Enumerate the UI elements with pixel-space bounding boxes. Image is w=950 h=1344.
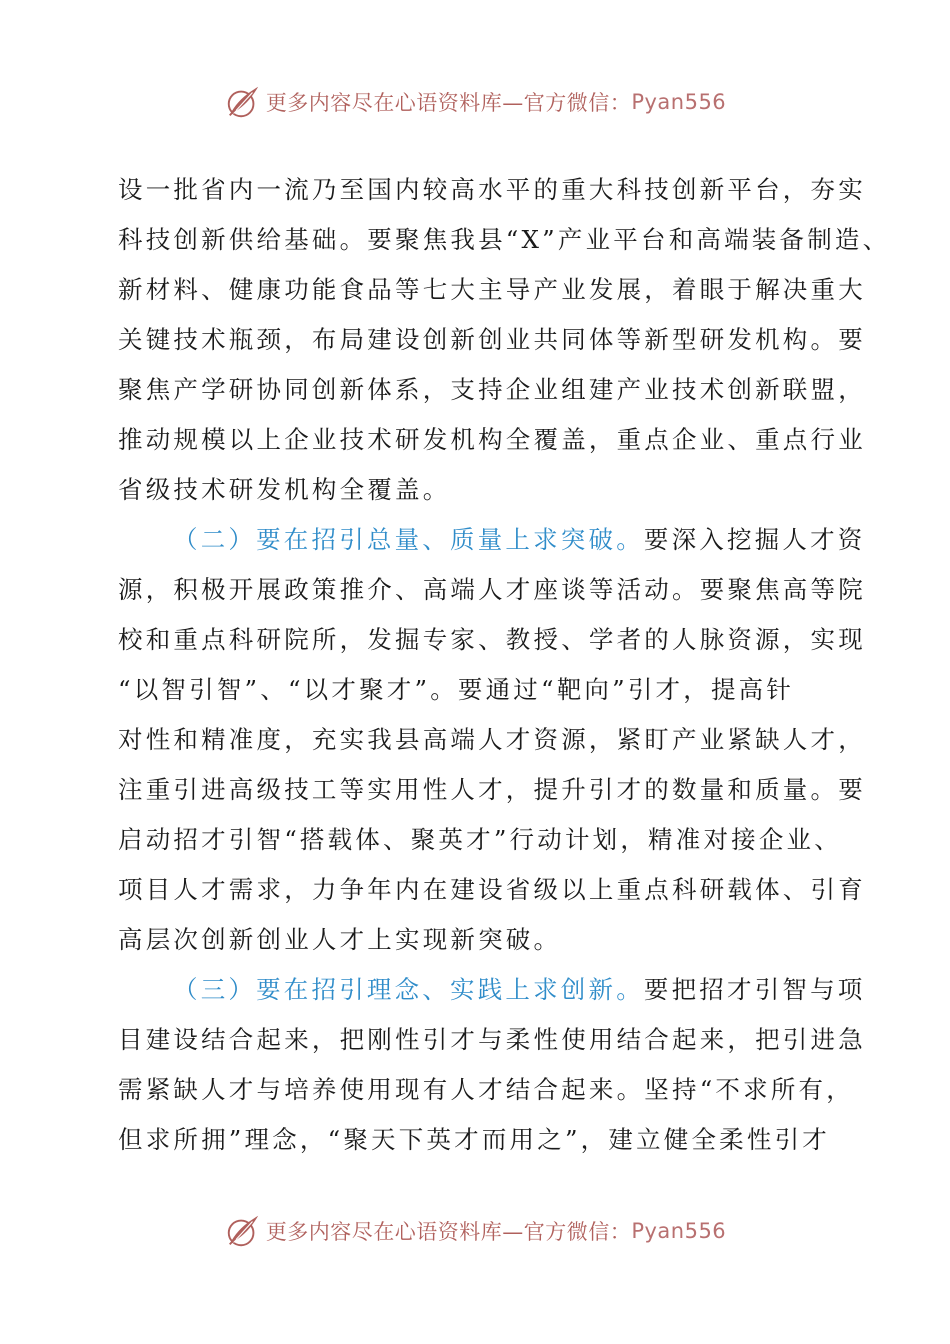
document-body — [118, 165, 891, 1165]
paragraph-line: 启动招才引智“搭载体、聚英才”行动计划，精准对接企业、 — [118, 825, 842, 854]
paragraph-line: 校和重点科研院所，发掘专家、教授、学者的人脉资源，实现 — [118, 625, 866, 654]
paragraph-line: 目建设结合起来，把刚性引才与柔性使用结合起来，把引进急 — [118, 1025, 866, 1054]
paragraph-line: 项目人才需求，力争年内在建设省级以上重点科研载体、引育 — [118, 875, 866, 904]
paragraph-line: 需紧缺人才与培养使用现有人才结合起来。坚持“不求所有， — [118, 1075, 854, 1104]
section-three-heading: （三）要在招引理念、实践上求创新。 — [173, 975, 644, 1004]
paragraph-line: 高层次创新创业人才上实现新突破。 — [118, 925, 562, 954]
paragraph-line: 对性和精准度，充实我县高端人才资源，紧盯产业紧缺人才， — [118, 725, 866, 754]
section-two-first-line — [118, 515, 866, 565]
section-two-lead-text: 要深入挖掘人才资 — [643, 525, 866, 554]
paragraph-line: 新材料、健康功能食品等七大主导产业发展，着眼于解决重大 — [118, 275, 866, 304]
section-three-lead-text: 要把招才引智与项 — [643, 975, 866, 1004]
paragraph-line: 关键技术瓶颈，布局建设创新创业共同体等新型研发机构。要 — [118, 325, 866, 354]
paragraph-line: 源，积极开展政策推介、高端人才座谈等活动。要聚焦高等院 — [118, 575, 866, 604]
paragraph-line: 科技创新供给基础。要聚焦我县“X”产业平台和高端装备制造、 — [118, 225, 891, 254]
paragraph-line: 但求所拥”理念，“聚天下英才而用之”，建立健全柔性引才 — [118, 1125, 830, 1154]
paragraph-line: “以智引智”、“以才聚才”。要通过“靶向”引才，提高针 — [118, 675, 795, 704]
section-two-heading: （二）要在招引总量、质量上求突破。 — [173, 525, 644, 554]
section-three-first-line — [118, 965, 866, 1015]
watermark-text: 更多内容尽在心语资料库—官方微信： — [265, 1220, 632, 1244]
feather-pen-logo-icon — [224, 1212, 262, 1250]
paragraph-line: 设一批省内一流乃至国内较高水平的重大科技创新平台，夯实 — [118, 175, 866, 204]
wechat-id: Pyan556 — [631, 90, 727, 114]
paragraph-line: 聚焦产学研协同创新体系，支持企业组建产业技术创新联盟， — [118, 375, 866, 404]
wechat-id: Pyan556 — [631, 1219, 727, 1243]
watermark-banner-top — [0, 82, 950, 122]
watermark-banner-bottom — [0, 1211, 950, 1251]
paragraph-line: 省级技术研发机构全覆盖。 — [118, 475, 451, 504]
paragraph-line: 推动规模以上企业技术研发机构全覆盖，重点企业、重点行业 — [118, 425, 866, 454]
paragraph-line: 注重引进高级技工等实用性人才，提升引才的数量和质量。要 — [118, 775, 866, 804]
watermark-text: 更多内容尽在心语资料库—官方微信： — [265, 91, 632, 115]
feather-pen-logo-icon — [224, 83, 262, 121]
